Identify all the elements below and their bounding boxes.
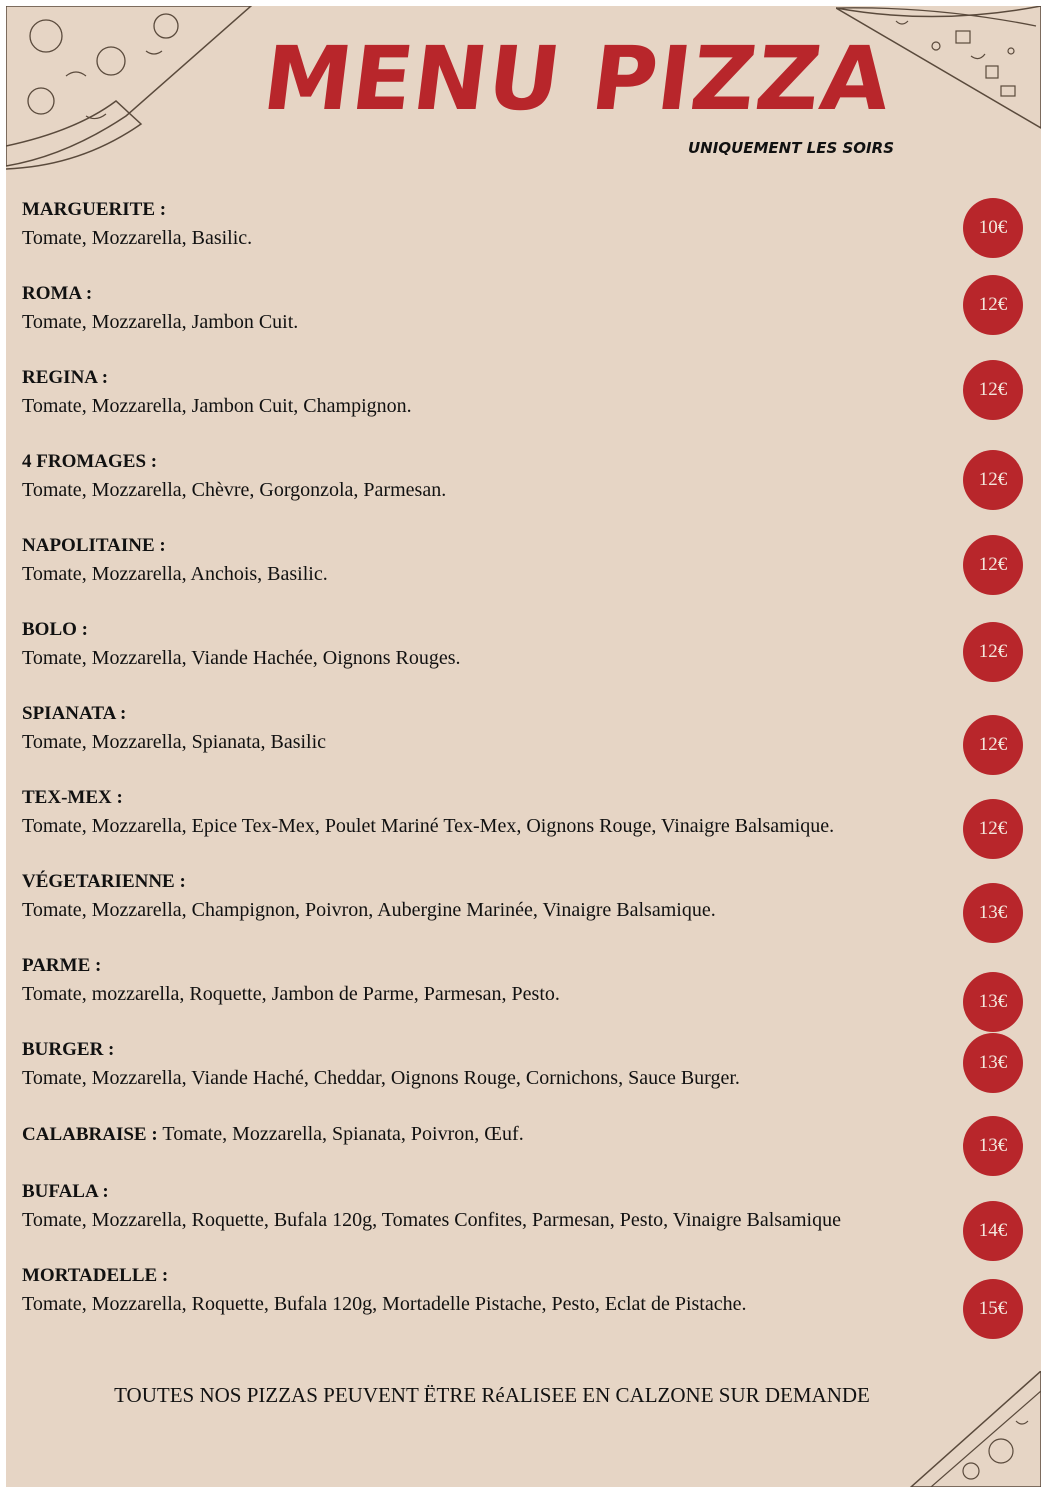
item-name: VÉGETARIENNE : (22, 871, 186, 892)
item-description: Tomate, Mozzarella, Roquette, Bufala 120g, Tomates Confites, Parmesan, Pesto, Vinaigre Balsamique (22, 1209, 841, 1231)
menu-item-mortadelle (22, 1262, 1032, 1318)
price-badge: 10€ (963, 198, 1023, 258)
item-name: BUFALA : (22, 1181, 109, 1202)
price-badge: 13€ (963, 1033, 1023, 1093)
price-badge: 12€ (963, 535, 1023, 595)
menu-item-roma (22, 280, 1032, 336)
menu-item-marguerite (22, 196, 1032, 252)
item-name: NAPOLITAINE : (22, 535, 166, 556)
calzone-note: TOUTES NOS PIZZAS PEUVENT ËTRE RéALISEE EN CALZONE SUR DEMANDE (114, 1383, 870, 1407)
menu-page (6, 6, 1041, 1487)
menu-item-burger (22, 1036, 1032, 1092)
item-description: Tomate, Mozzarella, Champignon, Poivron, Aubergine Marinée, Vinaigre Balsamique. (22, 899, 716, 921)
item-description: Tomate, Mozzarella, Viande Hachée, Oignons Rouges. (22, 647, 461, 669)
price-badge: 14€ (963, 1201, 1023, 1261)
menu-item-tex-mex (22, 784, 1032, 840)
item-description: Tomate, Mozzarella, Anchois, Basilic. (22, 563, 328, 585)
price-badge: 13€ (963, 1116, 1023, 1176)
item-description: Tomate, Mozzarella, Spianata, Basilic (22, 731, 327, 753)
price-badge: 12€ (963, 799, 1023, 859)
menu-item-bufala (22, 1178, 1032, 1241)
item-description: Tomate, mozzarella, Roquette, Jambon de Parme, Parmesan, Pesto. (22, 983, 560, 1005)
item-description: Tomate, Mozzarella, Epice Tex-Mex, Poulet Mariné Tex-Mex, Oignons Rouge, Vinaigre Balsamique. (22, 815, 835, 837)
item-description: Tomate, Mozzarella, Jambon Cuit, Champignon. (22, 395, 412, 417)
menu-item-parme (22, 952, 1032, 1012)
price-badge: 12€ (963, 450, 1023, 510)
item-name: SPIANATA : (22, 703, 127, 724)
price-badge: 12€ (963, 715, 1023, 775)
pizza-slice-sketch-top-left-icon (6, 6, 256, 171)
item-name: 4 FROMAGES : (22, 451, 158, 472)
page-subtitle: UNIQUEMENT LES SOIRS (688, 139, 894, 157)
menu-item-4-fromages (22, 448, 1032, 504)
item-description: Tomate, Mozzarella, Roquette, Bufala 120g, Mortadelle Pistache, Pesto, Eclat de Pistache. (22, 1293, 747, 1315)
item-name: BOLO : (22, 619, 88, 640)
item-name: BURGER : (22, 1039, 115, 1060)
item-name: MARGUERITE : (22, 199, 167, 220)
item-description: Tomate, Mozzarella, Spianata, Poivron, Œuf. (162, 1123, 524, 1145)
menu-item-napolitaine (22, 532, 1032, 588)
item-name: CALABRAISE : (22, 1124, 163, 1145)
price-badge: 13€ (963, 972, 1023, 1032)
item-name: ROMA : (22, 283, 93, 304)
item-description: Tomate, Mozzarella, Viande Haché, Cheddar, Oignons Rouge, Cornichons, Sauce Burger. (22, 1067, 740, 1089)
price-badge: 12€ (963, 622, 1023, 682)
menu-item-spianata (22, 700, 1032, 756)
item-name: REGINA : (22, 367, 109, 388)
page-title: MENU PIZZA (257, 27, 897, 130)
menu-item-vegetarienne (22, 868, 1032, 924)
item-description: Tomate, Mozzarella, Chèvre, Gorgonzola, Parmesan. (22, 479, 447, 501)
item-name: PARME : (22, 955, 102, 976)
item-name: TEX-MEX : (22, 787, 123, 808)
item-description: Tomate, Mozzarella, Basilic. (22, 227, 253, 249)
menu-item-regina (22, 364, 1032, 420)
price-badge: 12€ (963, 360, 1023, 420)
item-description: Tomate, Mozzarella, Jambon Cuit. (22, 311, 299, 333)
price-badge: 12€ (963, 275, 1023, 335)
menu-item-calabraise (22, 1120, 1032, 1156)
menu-item-bolo (22, 616, 1032, 672)
price-badge: 13€ (963, 883, 1023, 943)
price-badge: 15€ (963, 1279, 1023, 1339)
item-name: MORTADELLE : (22, 1265, 169, 1286)
